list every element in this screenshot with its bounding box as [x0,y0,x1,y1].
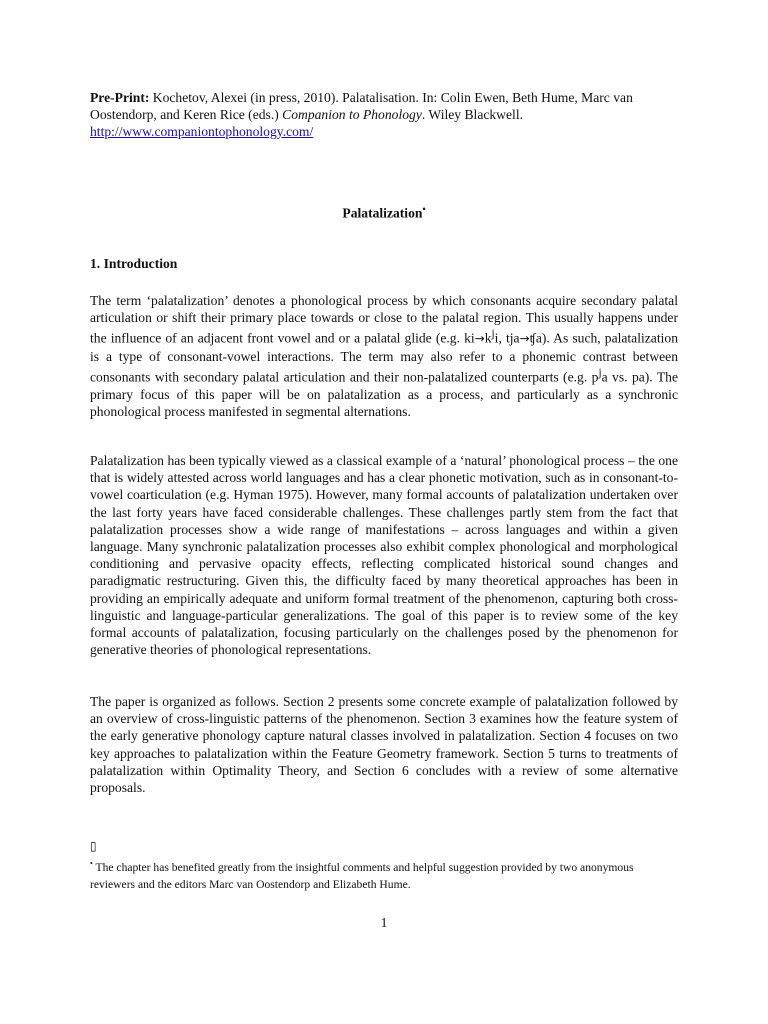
paragraph-1-text-e: a vs. pa). The primary focus of this paper will be on palatalization as a process, and particularly as a synchronic phonological process manifested in segmental alternations. [90,369,679,420]
paragraph-2: Palatalization has been typically viewed as a classical example of a ‘natural’ phonological process – the one that is widely attested across world languages and has a clear phonetic motivation, such as in consonant-to-vowel coarticulation (e.g. Hyman 1975). However, many formal accounts of palatalization undertaken over the last forty years have faced considerable challenges. These challenges partly stem from the fact that palatalization processes show a wide range of manifestations – across languages and within a given language. Many synchronic palatalization processes also exhibit complex phonological and morphological conditioning and pervasive opacity effects, reflecting complicated historical sound changes and paradigmatic restructuring. Given this, the difficulty faced by many theoretical approaches has been in providing an empirically adequate and uniform formal treatment of the phenomenon, capturing both cross-linguistic and language-particular generalizations. The goal of this paper is to review some of the key formal accounts of palatalization, focusing particularly on the challenges posed by the phenomenon for generative theories of phonological representations. [90,453,678,658]
citation-publisher: . Wiley Blackwell. [421,107,523,122]
arrow-icon: → [474,331,485,346]
arrow-icon: → [519,331,530,346]
page-number: 1 [380,915,388,930]
footnote-marker: • [90,859,93,868]
paper-title-text: Palatalization [342,205,423,221]
paragraph-1 [90,292,678,420]
paragraph-1-text-d: ʧa). As such, palatalization is a type of consonant-vowel interactions. The term may also refer to a phonemic contrast between consonants with secondary palatal articulation and their non-palatalized counterparts (e.g. p [90,330,678,385]
section-heading: 1. Introduction [90,256,178,271]
preprint-label: Pre-Print: [90,90,150,105]
paragraph-3: The paper is organized as follows. Section 2 presents some concrete example of palatalization followed by an overview of cross-linguistic patterns of the phenomenon. Section 3 examines how the feature system of the early generative phonology capture natural classes involved in palatalization. Section 4 focuses on two key approaches to palatalization within the Feature Geometry framework. Section 5 turns to treatments of palatalization within Optimality Theory, and Section 6 concludes with a review of some alternative proposals. [90,694,678,796]
citation-text: Kochetov, Alexei (in press, 2010). Palatalisation. In: Colin Ewen, Beth Hume, Marc van Oostendorp, and Keren Rice (eds.) [90,90,633,122]
companion-url-link[interactable]: http://www.companiontophonology.com/ [90,124,314,139]
footnote [90,855,678,893]
paragraph-1-text-b: k [484,330,492,346]
book-title: Companion to Phonology [282,107,422,122]
superscript-j: j [491,328,495,341]
superscript-j: j [598,367,602,380]
footnote-text: The chapter has benefited greatly from the insightful comments and helpful suggestion provided by two anonymous reviewers and the editors Marc van Oostendorp and Elizabeth Hume. [90,860,634,891]
paragraph-1-text-a: The term ‘palatalization’ denotes a phonological process by which consonants acquire secondary palatal articulation or shift their primary place towards or close to the palatal region. This usually happens under the influence of an adjacent front vowel and or a palatal glide (e.g. ki [90,293,678,346]
preprint-citation [90,89,678,140]
title-footnote-marker: • [422,204,426,214]
paragraph-1-text-c: i, tja [494,330,520,346]
footnote-box-icon: ▯ [90,839,97,853]
paper-title [90,204,678,222]
